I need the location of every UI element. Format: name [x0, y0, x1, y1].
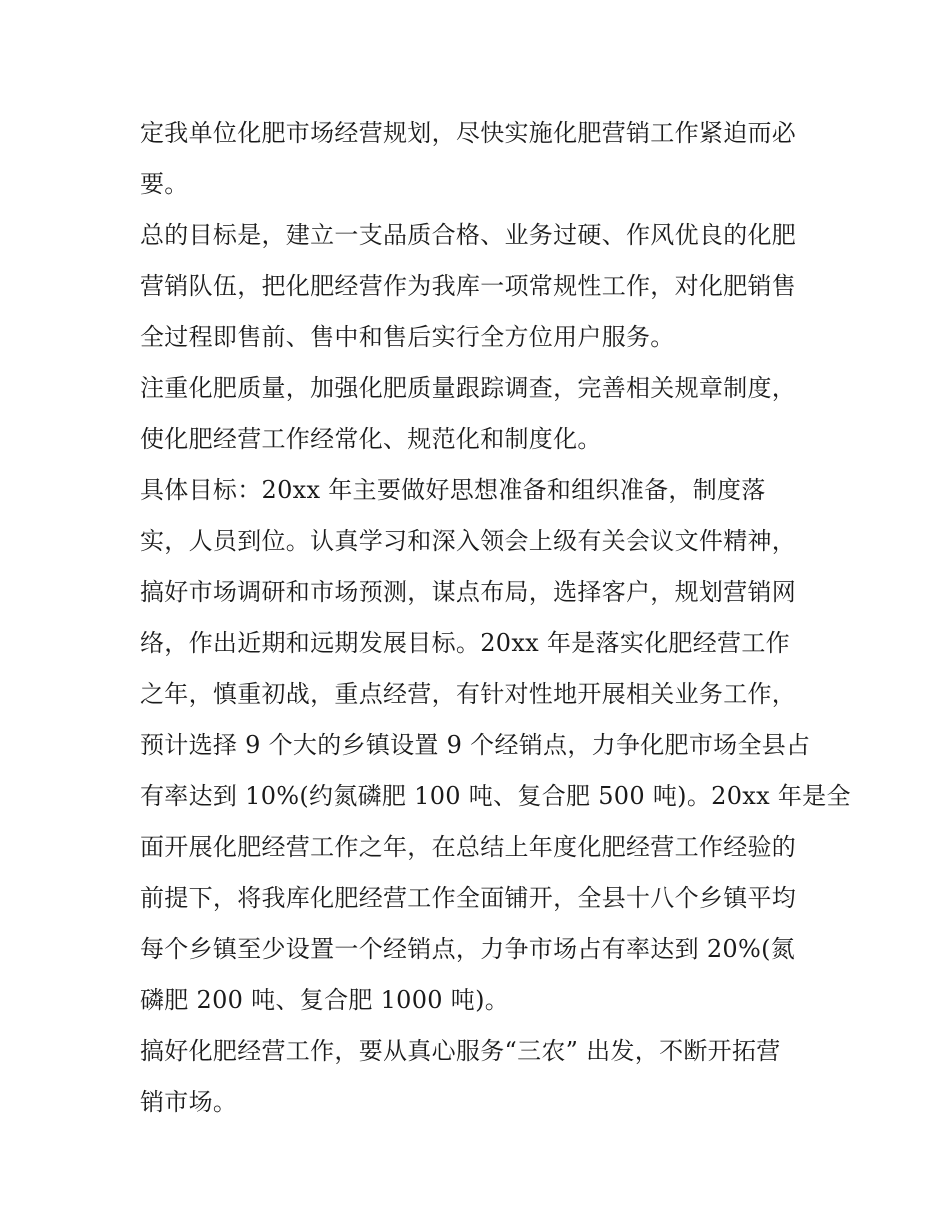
- text-line: 定我单位化肥市场经营规划，尽快实施化肥营销工作紧迫而必: [140, 119, 797, 147]
- text-line: 搞好化肥经营工作，要从真心服务“三农” 出发，不断开拓营: [140, 1037, 781, 1065]
- text-line: 面开展化肥经营工作之年，在总结上年度化肥经营工作经验的: [140, 833, 797, 861]
- text-line: 预计选择 9 个大的乡镇设置 9 个经销点，力争化肥市场全县占: [140, 731, 811, 759]
- text-line: 使化肥经营工作经常化、规范化和制度化。: [140, 425, 602, 453]
- text-line: 搞好市场调研和市场预测，谋点布局，选择客户，规划营销网: [140, 578, 797, 606]
- text-line: 实，人员到位。认真学习和深入领会上级有关会议文件精神，: [140, 527, 797, 555]
- text-line: 全过程即售前、售中和售后实行全方位用户服务。: [140, 323, 675, 351]
- text-line: 每个乡镇至少设置一个经销点，力争市场占有率达到 20%(氮: [140, 935, 796, 963]
- text-line: 有率达到 10%(约氮磷肥 100 吨、复合肥 500 吨)。20xx 年是全: [140, 782, 851, 810]
- text-line: 要。: [140, 170, 189, 198]
- text-line: 总的目标是，建立一支品质合格、业务过硬、作风优良的化肥: [140, 221, 797, 249]
- text-line: 络，作出近期和远期发展目标。20xx 年是落实化肥经营工作: [140, 629, 790, 657]
- text-line: 之年，慎重初战，重点经营，有针对性地开展相关业务工作，: [140, 680, 797, 708]
- text-line: 营销队伍，把化肥经营作为我库一项常规性工作，对化肥销售: [140, 272, 797, 300]
- text-line: 磷肥 200 吨、复合肥 1000 吨)。: [140, 986, 510, 1014]
- text-line: 销市场。: [140, 1088, 238, 1116]
- text-line: 前提下，将我库化肥经营工作全面铺开，全县十八个乡镇平均: [140, 884, 797, 912]
- text-line: 注重化肥质量，加强化肥质量跟踪调查，完善相关规章制度，: [140, 374, 797, 402]
- text-line: 具体目标：20xx 年主要做好思想准备和组织准备，制度落: [140, 476, 766, 504]
- document-body: [140, 108, 851, 1128]
